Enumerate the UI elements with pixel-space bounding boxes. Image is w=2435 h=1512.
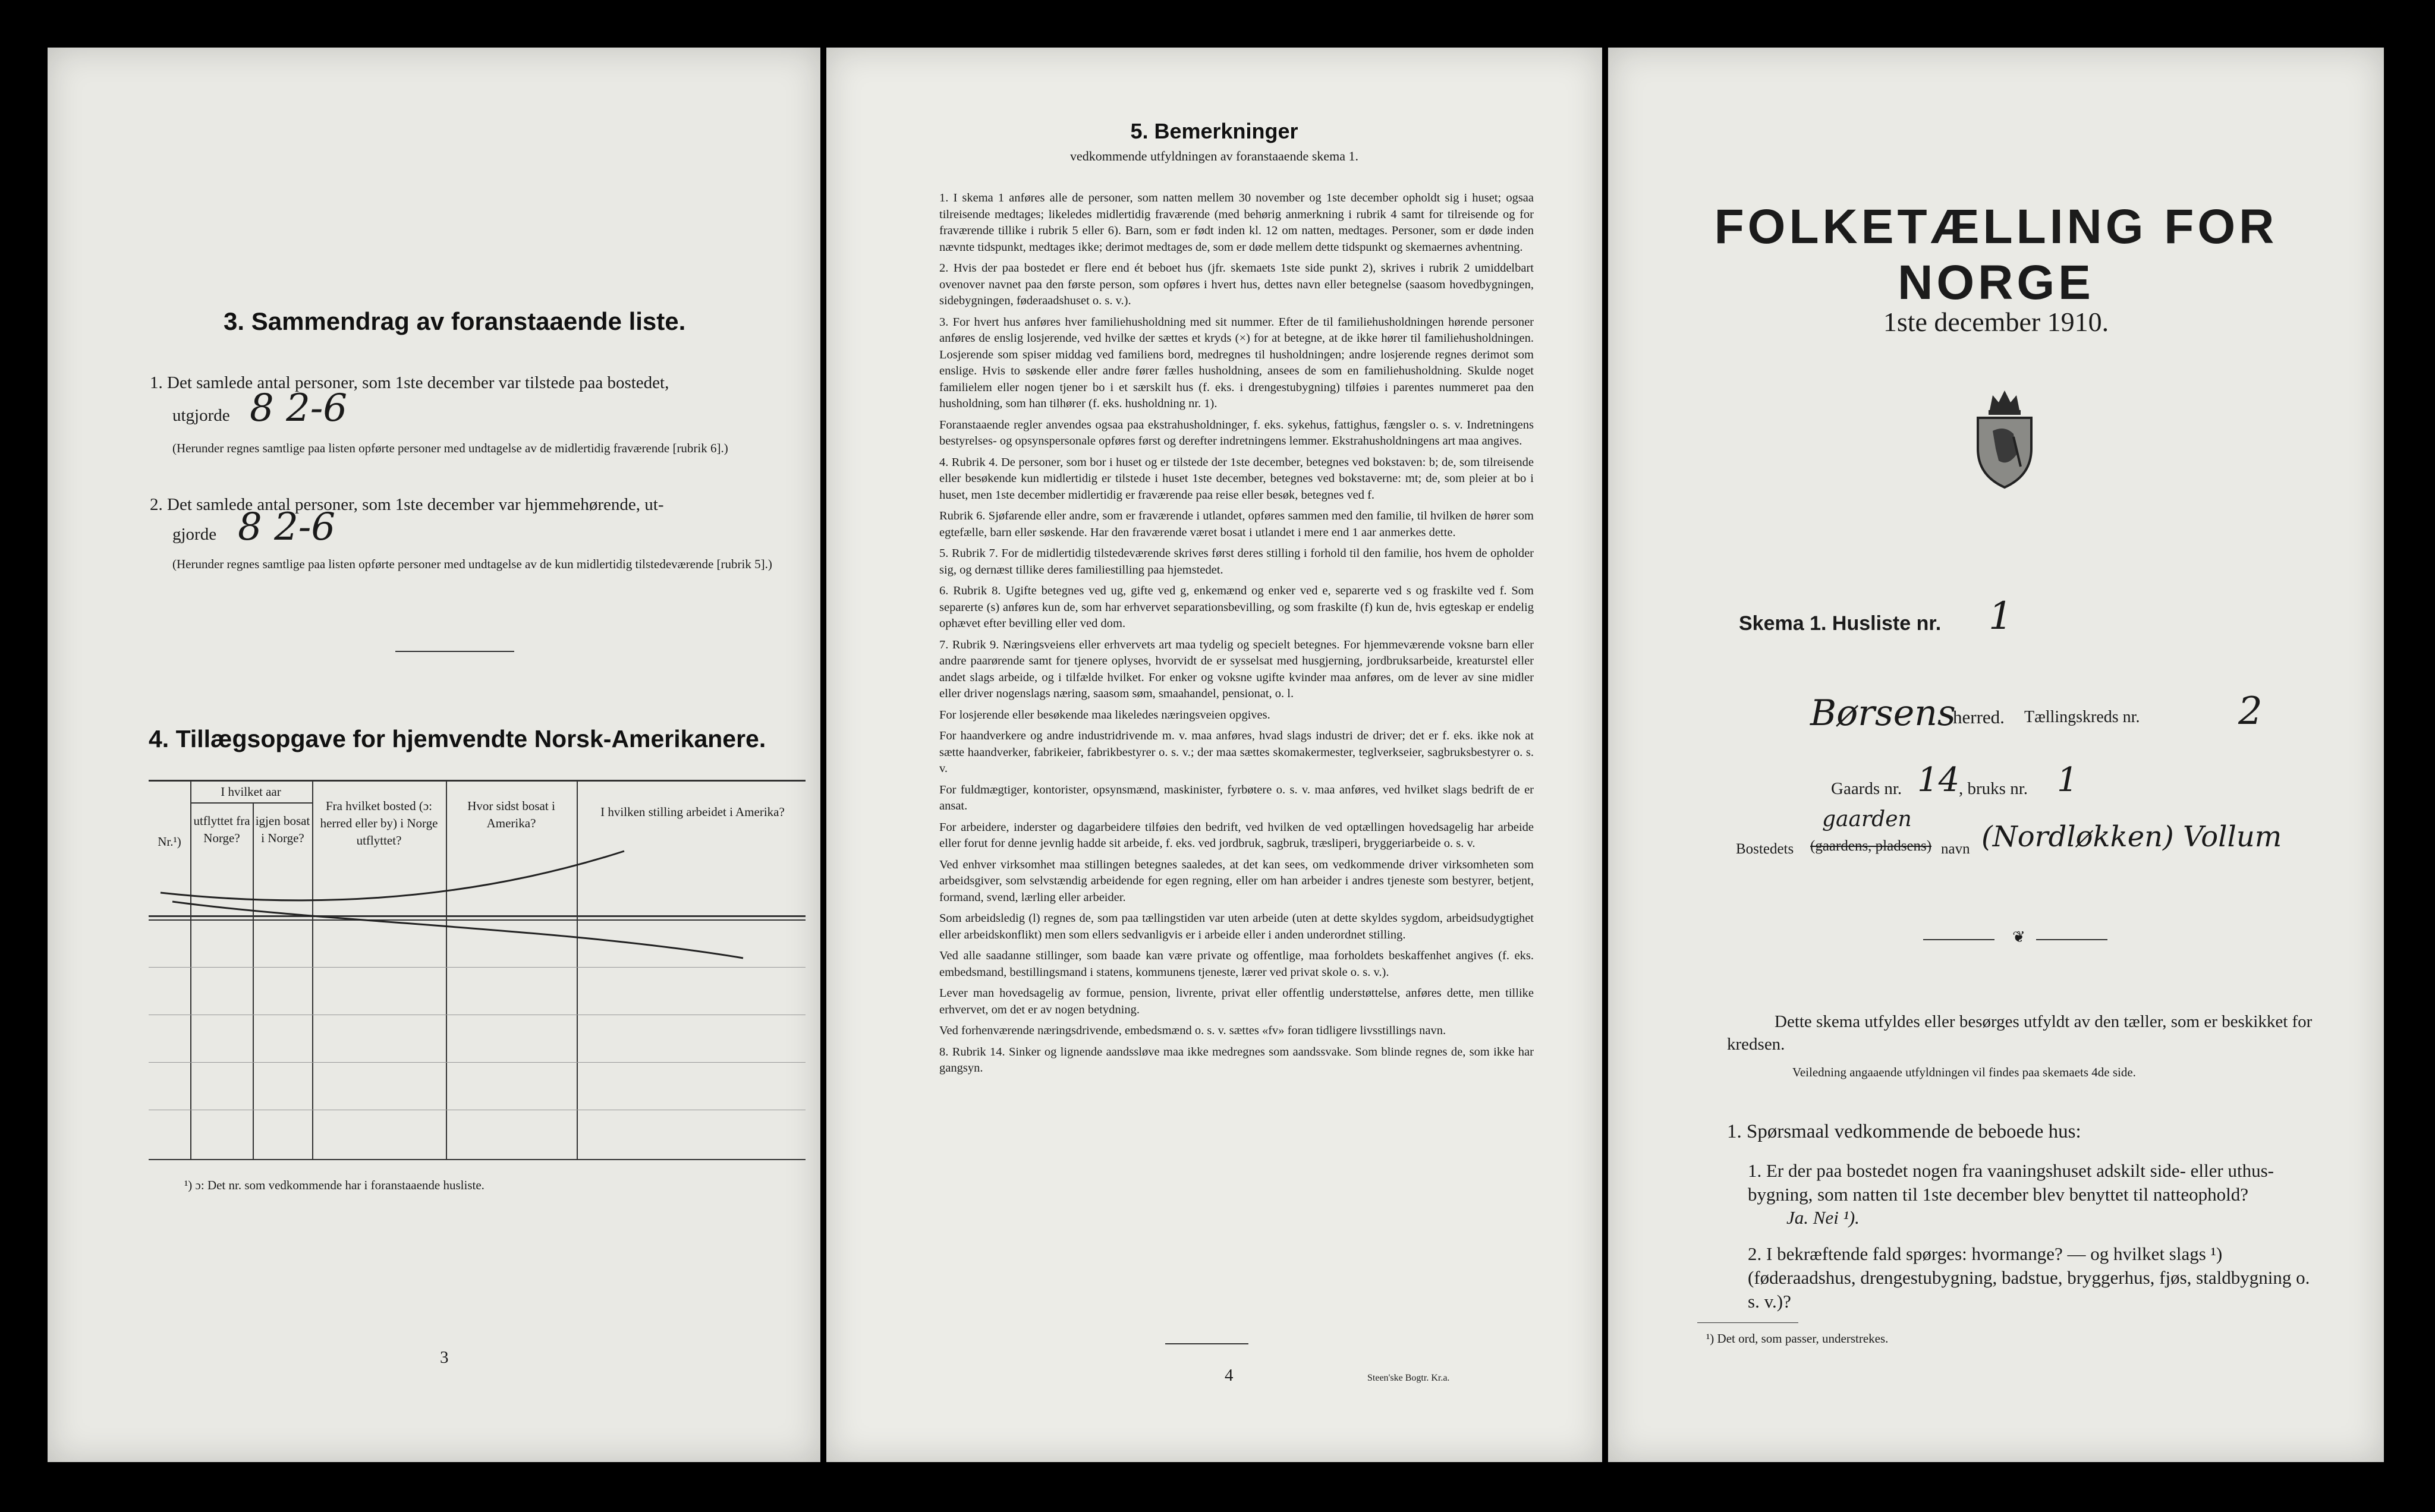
- bruks-label: , bruks nr.: [1959, 779, 2028, 798]
- navn-value: (Nordløkken) Vollum: [1981, 820, 2282, 853]
- col-igjen-header: igjen bosat i Norge?: [255, 814, 310, 845]
- col-year-group-header: I hvilket aar: [221, 785, 281, 799]
- gaards-value: 14: [1917, 761, 1960, 799]
- ornament-icon: ❦: [2012, 928, 2025, 946]
- remark-item: Ved forhenværende næringsdrivende, embedsmænd o. s. v. sættes «fv» foran tidligere livsstillings navn.: [939, 1024, 1446, 1037]
- remark-item: Rubrik 6. Sjøfarende eller andre, som er fraværende i utlandet, opføres sammen med den familie, til hvilken de hører som egtefælle, barn eller søskende. Har den fraværende været bosat i utlandet i mere end 1 aar anmerkes dette.: [939, 509, 1534, 539]
- remark-item: Ved enhver virksomhet maa stillingen betegnes saaledes, at det kan sees, om vedkommende driver virksomheten som arbeidsgiver, som selvstændig arbeidende for egen regning, eller om han arbeider i andres tjeneste som bestyrer, betjent, formand, svend, lærling eller arbeider.: [939, 858, 1534, 904]
- item-1-note: (Herunder regnes samtlige paa listen opførte personer med undtagelse av de midlertidig fraværende [rubrik 6].): [172, 441, 728, 455]
- remark-item: Lever man hovedsagelig av formue, pension, livrente, privat eller offentlig understøttelse, anføres dette, men tillike erhvervet, om det er av nogen betydning.: [939, 987, 1534, 1016]
- remark-item: Ved alle saadanne stillinger, som baade kan være private og offentlige, maa forholdets beskaffenhet angives (f. eks. embedsmand, bestillingsmand i statens, kommunens tjeneste, lærer ved privat skole o. s. v.).: [939, 949, 1534, 979]
- skema-nr-value: 1: [1989, 594, 2013, 638]
- item-1-value: 8 2-6: [250, 386, 348, 430]
- table-footnote: ¹) ɔ: Det nr. som vedkommende har i foranstaaende husliste.: [184, 1178, 485, 1192]
- bosted-strike: (gaardens, pladsens): [1810, 838, 1932, 854]
- kreds-label: Tællingskreds nr.: [2024, 708, 2140, 726]
- col-stilling-header: I hvilken stilling arbeidet i Amerika?: [600, 805, 785, 819]
- col-nr-header: Nr.¹): [158, 834, 181, 849]
- section-4-title: 4. Tillægsopgave for hjemvendte Norsk-Amerikanere.: [149, 725, 766, 752]
- remark-item: Som arbeidsledig (l) regnes de, som paa tællingstiden var uten arbeide (uten at dette skyldes sygdom, arbeidsudygtighet eller arbeidskonflikt) men som ellers sedvanligvis er i arbeide eller i anden underordnet stilling.: [939, 912, 1534, 941]
- col-utflyttet-header: utflyttet fra Norge?: [193, 814, 250, 845]
- col-amerika-header: Hvor sidst bosat i Amerika?: [467, 799, 555, 830]
- item-2-utgjorde: gjorde: [172, 525, 217, 544]
- left-page: [48, 48, 820, 1462]
- right-page: [1608, 48, 2384, 1462]
- divider: [395, 651, 514, 652]
- navn-label: navn: [1941, 841, 1970, 857]
- herred-label: herred.: [1953, 707, 2005, 727]
- intro-text: Dette skema utfyldes eller besørges utfyldt av den tæller, som er beskikket for kredsen.: [1727, 1012, 2313, 1054]
- question-1: 1. Er der paa bostedet nogen fra vaaningshuset adskilt side- eller uthus-bygning, som natten til 1ste december blev benyttet til natteophold?: [1748, 1160, 2274, 1205]
- remark-item: Foranstaaende regler anvendes ogsaa paa ekstrahusholdninger, f. eks. sykehus, fattighus, fængsler o. s. v. Indretningens bestyrelses- og opsynspersonale opføres først og derefter indretningens lemmer. Ekstrahusholdningens art maa angives.: [939, 418, 1534, 448]
- bosted-label: Bostedets: [1736, 841, 1794, 857]
- remark-item: 6. Rubrik 8. Ugifte betegnes ved ug, gifte ved g, enkemænd og enker ved e, separerte ved s og fraskilte ved f. Som separerte (s) anføres kun de, som har erhvervet separationsbevilling, og som fraskilte (f) kun de, hvis egteskap er endelig ophævet efter bevilling eller ved dom.: [939, 584, 1534, 630]
- bruks-value: 1: [2057, 761, 2078, 799]
- skema-label: Skema 1. Husliste nr.: [1739, 612, 1942, 635]
- remark-item: 5. Rubrik 7. For de midlertidig tilstedeværende skrives først deres stilling i forhold til den familie, hos hvem de opholder sig, og dernæst tillike deres familiestilling paa hjemstedet.: [939, 547, 1534, 577]
- remarks-subtitle: vedkommende utfyldningen av foranstaaende skema 1.: [1069, 149, 1359, 163]
- remark-item: For fuldmægtiger, kontorister, opsynsmænd, maskinister, fyrbøtere o. s. v. maa anføres, ved hvilket slags bedrift de er ansat.: [939, 783, 1534, 812]
- section-3-title: 3. Sammendrag av foranstaaende liste.: [224, 307, 686, 335]
- divider: [1923, 939, 1994, 940]
- questions-title: 1. Spørsmaal vedkommende de beboede hus:: [1727, 1121, 2081, 1142]
- page-number-3: 3: [440, 1348, 449, 1367]
- coat-of-arms-icon: [1972, 383, 2037, 490]
- item-1-utgjorde: utgjorde: [172, 406, 230, 425]
- norsk-amerikanere-table: [149, 780, 806, 1160]
- remark-item: 2. Hvis der paa bostedet er flere end ét beboet hus (jfr. skemaets 1ste side punkt 2), skrives i rubrik 2 umiddelbart ovenover navnet paa den første person, som opføres i hvert hus, dettes navn eller betegnelse (saasom hovedbygningen, sidebygningen, føderaadshuset o. s. v.).: [939, 262, 1534, 307]
- item-2-note: (Herunder regnes samtlige paa listen opførte personer med undtagelse av de kun midlertidig tilstedeværende [rubrik 5].): [172, 557, 772, 571]
- col-bosted-header: Fra hvilket bosted (ɔ: herred eller by) i Norge utflyttet?: [320, 799, 438, 848]
- census-title: FOLKETÆLLING FOR NORGE: [1714, 200, 2278, 310]
- remark-item: For arbeidere, inderster og dagarbeidere tilføies den bedrift, ved hvilken de ved optællingen hovedsagelig har arbeide eller forut for denne jevnlig hadde sit arbeide, f. eks. ved jordbruk, sagbruk, træsliperi, bryggeriarbeide o. s. v.: [939, 820, 1534, 850]
- divider: [1165, 1343, 1248, 1344]
- remark-item: 7. Rubrik 9. Næringsveiens eller erhvervets art maa tydelig og specielt betegnes. For hjemmeværende voksne barn eller andre paarørende samt for tjenere oplyses, hvorvidt de er sysselsat med husgjerning, jordbruksarbeide, kreaturstel eller andet slags arbeide, og i tilfælde hvilket. For enker og voksne ugifte kvinder maa anføres, om de lever av sine midler eller driver nogenslags næring, saasom søm, smaahandel, pensionat, o. l.: [939, 638, 1534, 700]
- divider: [1697, 1322, 1798, 1323]
- remark-item: For haandverkere og andre industridrivende m. v. maa anføres, hvad slags industri de driver; det er f. eks. ikke nok at sætte haandverker, fabrikeier, fabrikbestyrer o. s. v.; der maa sættes skomakermester, teglverkseier, sagbruksbestyrer o. s. v.: [939, 729, 1534, 775]
- item-2-text: 2. Det samlede antal personer, som 1ste december var hjemmehørende, ut-: [150, 495, 664, 514]
- remark-item: 4. Rubrik 4. De personer, som bor i huset og er tilstede der 1ste december, betegnes ved bokstaven: b; de, som tilreisende eller besøkende kun midlertidig er tilstede i huset 1ste december, betegnes ved bokstaverne: mt; de, som pleier at bo i huset, men 1ste december midlertidig er fraværende paa reise eller besøk, betegnes ved f.: [939, 455, 1534, 502]
- printer-mark: Steen'ske Bogtr. Kr.a.: [1367, 1373, 1450, 1383]
- bosted-insert: gaarden: [1822, 807, 1912, 831]
- remark-item: 3. For hvert hus anføres hver familiehusholdning med sit nummer. Efter de til familiehusholdningen hørende personer anføres de enslig losjerende, ved hvilke der sættes et kryds (×) for at betegne, at de ikke hører til familiehusholdningen. Losjerende som spiser middag ved familiens bord, medregnes til husholdningen; andre losjerende regnes derimot som enslige. Hvis to søskende eller andre fører fælles husholdning, ansees de som en familiehusholdning. Skulde noget familielem eller nogen tjener bo i et særskilt hus (f. eks. i drengestubygning) tilføies i parentes nummeret paa den husholdning, som han tilhører (f. eks. husholdning nr. 1).: [939, 315, 1534, 410]
- gaards-label: Gaards nr.: [1831, 779, 1902, 798]
- question-2: 2. I bekræftende fald spørges: hvormange? — og hvilket slags ¹) (føderaadshus, drengestubygning, badstue, bryggerhus, fjøs, staldbygning o. s. v.)?: [1748, 1243, 2310, 1312]
- intro-small: Veiledning angaaende utfyldningen vil findes paa skemaets 4de side.: [1792, 1065, 2136, 1079]
- remarks-title: 5. Bemerkninger: [1130, 119, 1298, 143]
- remarks-list: [939, 190, 1534, 1082]
- herred-value: Børsens: [1810, 692, 1956, 734]
- question-1-answer: Ja. Nei ¹).: [1786, 1207, 1860, 1228]
- item-1-text: 1. Det samlede antal personer, som 1ste december var tilstede paa bostedet,: [150, 373, 669, 392]
- middle-page: [826, 48, 1602, 1462]
- divider: [2036, 939, 2107, 940]
- item-2-value: 8 2-6: [238, 505, 336, 549]
- remark-item: For losjerende eller besøkende maa likeledes næringsveien opgives.: [939, 708, 1270, 722]
- right-footnote: ¹) Det ord, som passer, understrekes.: [1706, 1331, 1889, 1346]
- census-date: 1ste december 1910.: [1883, 307, 2109, 337]
- cancel-strike-marks: [149, 780, 806, 1160]
- kreds-value: 2: [2238, 689, 2263, 733]
- page-number-4: 4: [1225, 1366, 1234, 1385]
- remark-item: 1. I skema 1 anføres alle de personer, som natten mellem 30 november og 1ste december opholdt sig i huset; ogsaa tilreisende medtages; likeledes midlertidig fraværende (med behørig anmerkning i rubrik 4 samt for tilreisende og for fraværende tillike i rubrik 5 eller 6). Barn, som er født inden kl. 12 om natten, medtages. Personer, som er døde inden nævnte tidspunkt, medtages ikke; derimot medtages de, som er døde mellem dette tidspunkt og skemaernes avhentning.: [939, 191, 1534, 254]
- remark-item: 8. Rubrik 14. Sinker og lignende aandssløve maa ikke medregnes som aandssvake. Som blinde regnes de, som ikke har gangsyn.: [939, 1045, 1534, 1075]
